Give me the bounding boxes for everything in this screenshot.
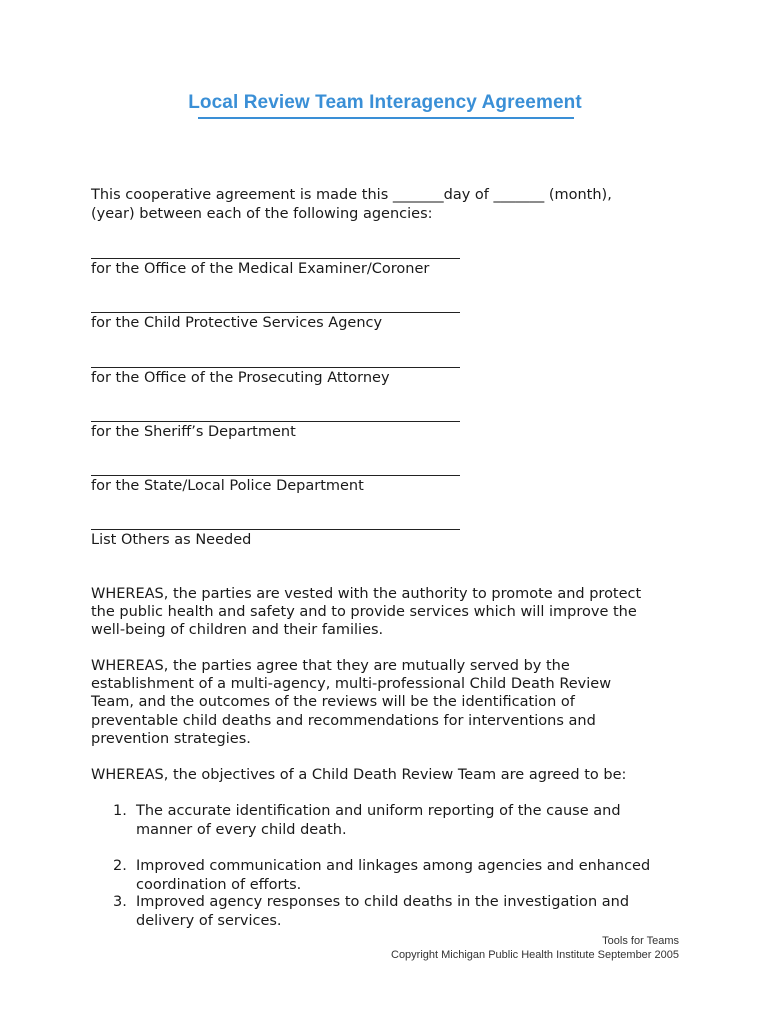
agency-signature-block: [91, 312, 691, 332]
paragraph-line: well-being of children and their families.: [91, 622, 384, 639]
list-item-number: 1.: [113, 803, 127, 819]
paragraph-line: WHEREAS, the parties are vested with the authority to promote and protect: [91, 586, 642, 602]
agency-signature-block: [91, 475, 691, 495]
list-item-line: delivery of services.: [136, 912, 282, 929]
agency-label: List Others as Needed: [91, 532, 252, 548]
footer-line: Tools for Teams: [602, 935, 679, 947]
list-item-line: Improved agency responses to child deaths in the investigation and: [136, 894, 630, 910]
agency-label: for the Office of the Medical Examiner/Coroner: [91, 261, 430, 277]
signature-line: [91, 475, 460, 476]
list-item-text: [136, 857, 686, 894]
paragraph-line: prevention strategies.: [91, 730, 251, 747]
page-title: Local Review Team Interagency Agreement: [188, 92, 582, 113]
signature-line: [91, 367, 460, 368]
intro-paragraph: [91, 186, 691, 223]
list-item-line: coordination of efforts.: [136, 876, 302, 893]
page-footer: [391, 934, 679, 962]
list-item-line: manner of every child death.: [136, 821, 347, 838]
paragraph-line: the public health and safety and to provide services which will improve the: [91, 604, 637, 621]
agency-label: for the Office of the Prosecuting Attorney: [91, 370, 390, 386]
agency-signature-block: [91, 367, 691, 387]
agency-signature-block: [91, 529, 691, 549]
footer-line: Copyright Michigan Public Health Institute September 2005: [391, 949, 679, 961]
agency-label: for the Sheriff’s Department: [91, 424, 296, 440]
signature-line: [91, 421, 460, 422]
paragraph-line: establishment of a multi-agency, multi-professional Child Death Review: [91, 676, 612, 693]
paragraph-line: WHEREAS, the parties agree that they are mutually served by the: [91, 658, 570, 674]
title-underline: [198, 117, 574, 119]
intro-line: This cooperative agreement is made this _______day of _______ (month),: [91, 187, 612, 203]
agency-label: for the State/Local Police Department: [91, 478, 364, 494]
list-item-line: Improved communication and linkages among agencies and enhanced: [136, 858, 651, 874]
paragraph-line: WHEREAS, the objectives of a Child Death Review Team are agreed to be:: [91, 767, 627, 783]
signature-line: [91, 312, 460, 313]
paragraph-line: preventable child deaths and recommendations for interventions and: [91, 712, 596, 729]
list-item-number: 3.: [113, 894, 127, 910]
list-item-text: [136, 802, 686, 839]
list-item-text: [136, 893, 686, 930]
signature-line: [91, 258, 460, 259]
signature-line: [91, 529, 460, 530]
paragraph-line: Team, and the outcomes of the reviews will be the identification of: [91, 694, 575, 711]
intro-line: (year) between each of the following agencies:: [91, 205, 433, 222]
agency-signature-block: [91, 258, 691, 278]
agency-signature-block: [91, 421, 691, 441]
whereas-paragraph: [91, 657, 681, 748]
agency-label: for the Child Protective Services Agency: [91, 315, 383, 331]
list-item-number: 2.: [113, 858, 127, 874]
list-item-line: The accurate identification and uniform reporting of the cause and: [136, 803, 621, 819]
whereas-paragraph: [91, 585, 681, 640]
whereas-paragraph: [91, 766, 681, 784]
